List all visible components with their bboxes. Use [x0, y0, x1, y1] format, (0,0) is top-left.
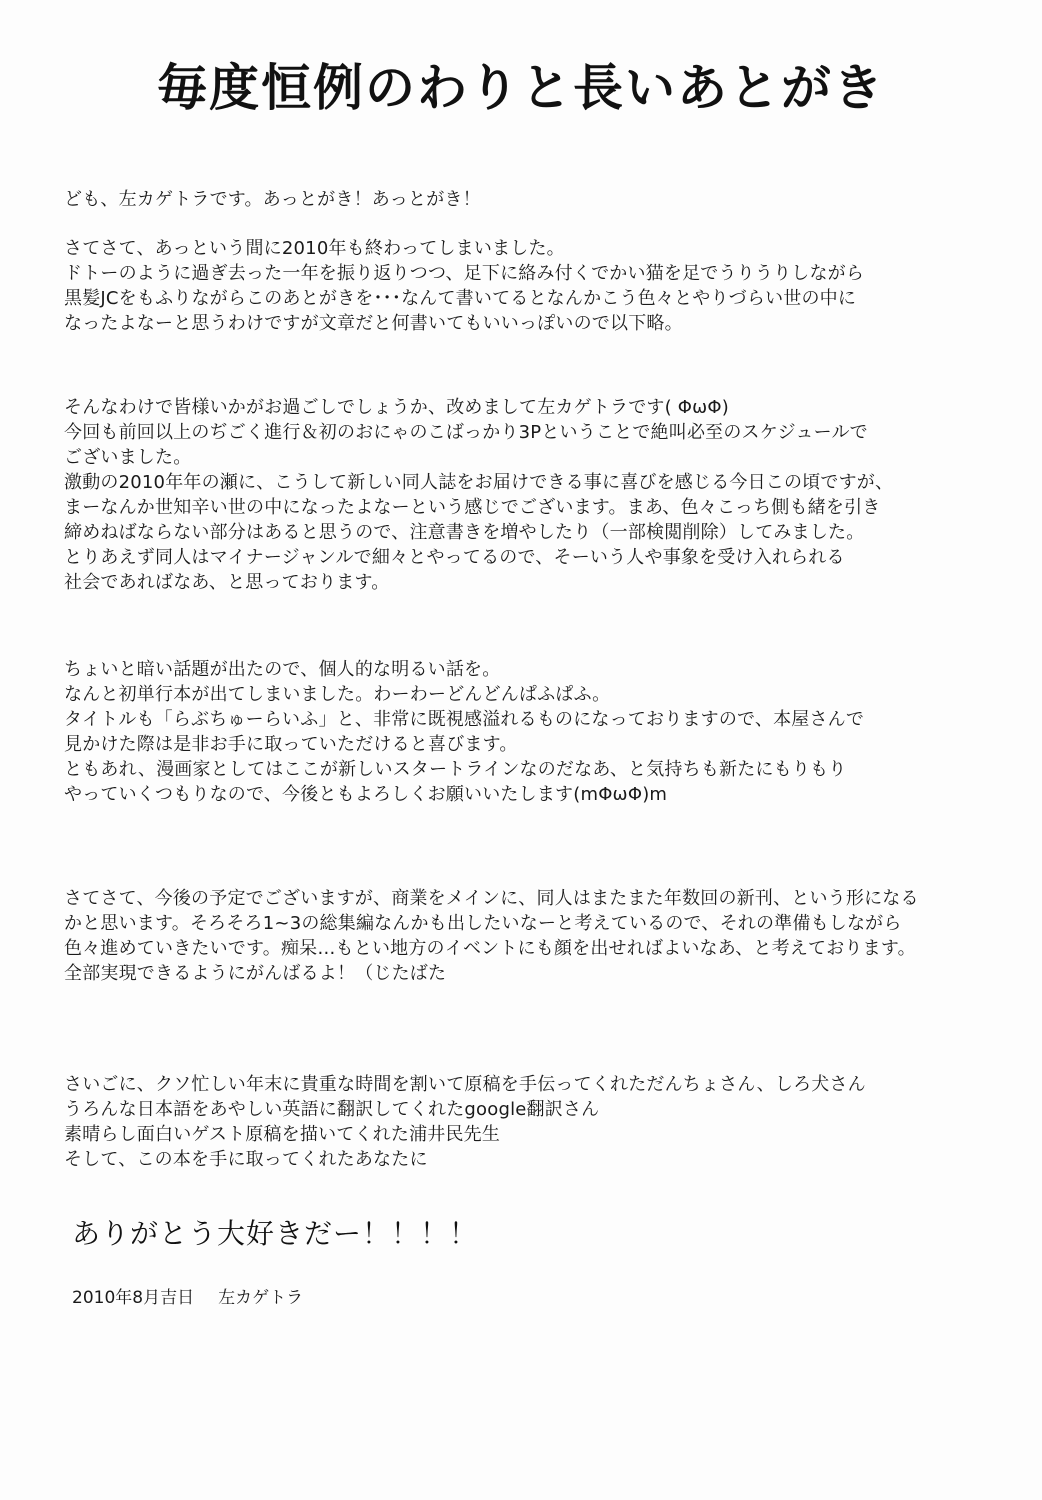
text-line: ドトーのように過ぎ去った一年を振り返りつつ、足下に絡み付くでかい猫を足でうりうりしながら [64, 263, 865, 284]
signature [72, 1283, 303, 1308]
text-line: やっていくつもりなので、今後ともよろしくお願いいたします(mΦωΦ)m [64, 784, 668, 805]
text-line: さてさて、あっという間に2010年も終わってしまいました。 [64, 238, 565, 259]
text-line: 黒髪JCをもふりながらこのあとがきを･･･なんて書いてるとなんかこう色々とやりづらい世の中に [64, 288, 857, 309]
text-line: 締めねばならない部分はあると思うので、注意書きを増やしたり（一部検閲削除）してみました。 [64, 522, 865, 543]
signature-date: 2010年8月吉日 [72, 1288, 195, 1308]
text-line: なんと初単行本が出てしまいました。わーわーどんどんぱふぱふ。 [64, 684, 611, 705]
text-line: 全部実現できるようにがんばるよ！（じたばた [64, 963, 447, 984]
text-line: ども、左カゲトラです。あっとがき！あっとがき！ [64, 189, 481, 210]
text-line: 見かけた際は是非お手に取っていただけると喜びます。 [64, 734, 518, 755]
text-line: そして、この本を手に取ってくれたあなたに [64, 1149, 428, 1170]
text-line: とりあえず同人はマイナージャンルで細々とやってるので、そーいう人や事象を受け入れられる [64, 547, 845, 568]
text-line: そんなわけで皆様いかがお過ごしでしょうか、改めまして左カゲトラです( ΦωΦ) [64, 397, 729, 418]
text-line: 素晴らし面白いゲスト原稿を描いてくれた浦井民先生 [64, 1124, 501, 1145]
text-line: ともあれ、漫画家としてはここが新しいスタートラインなのだなあ、と気持ちも新たにもりもり [64, 759, 847, 780]
closing-thanks: ありがとう大好きだー！！！！ [72, 1217, 479, 1250]
text-line: かと思います。そろそろ1~3の総集編なんかも出したいなーと考えているので、それの準備もしながら [64, 913, 902, 934]
text-line: 激動の2010年年の瀬に、こうして新しい同人誌をお届けできる事に喜びを感じる今日この頃ですが、 [64, 472, 894, 493]
text-line: なったよなーと思うわけですが文章だと何書いてもいいっぽいので以下略。 [64, 313, 683, 334]
text-line: ございました。 [64, 447, 192, 468]
text-line: 社会であればなあ、と思っております。 [64, 572, 390, 593]
text-line: タイトルも「らぶちゅーらいふ」と、非常に既視感溢れるものになっておりますので、本屋さんで [64, 709, 865, 730]
text-line: まーなんか世知辛い世の中になったよなーという感じでございます。まあ、色々こっち側も緒を引き [64, 497, 881, 518]
text-line: 今回も前回以上のぢごく進行＆初のおにゃのこばっかり3Pということで絶叫必至のスケジュールで [64, 422, 868, 443]
signature-author: 左カゲトラ [218, 1288, 304, 1308]
text-line: 色々進めていきたいです。痴呆…もとい地方のイベントにも顔を出せればよいなあ、と考えております。 [64, 938, 916, 959]
text-line: さいごに、クソ忙しい年末に貴重な時間を割いて原稿を手伝ってくれただんちょさん、しろ犬さん [64, 1074, 866, 1095]
text-line: うろんな日本語をあやしい英語に翻訳してくれたgoogle翻訳さん [64, 1099, 600, 1120]
text-line: ちょいと暗い話題が出たので、個人的な明るい話を。 [64, 659, 501, 680]
text-line: さてさて、今後の予定でございますが、商業をメインに、同人はまたまた年数回の新刊、という形になる [64, 888, 919, 909]
page-title: 毎度恒例のわりと長いあとがき [157, 59, 885, 117]
